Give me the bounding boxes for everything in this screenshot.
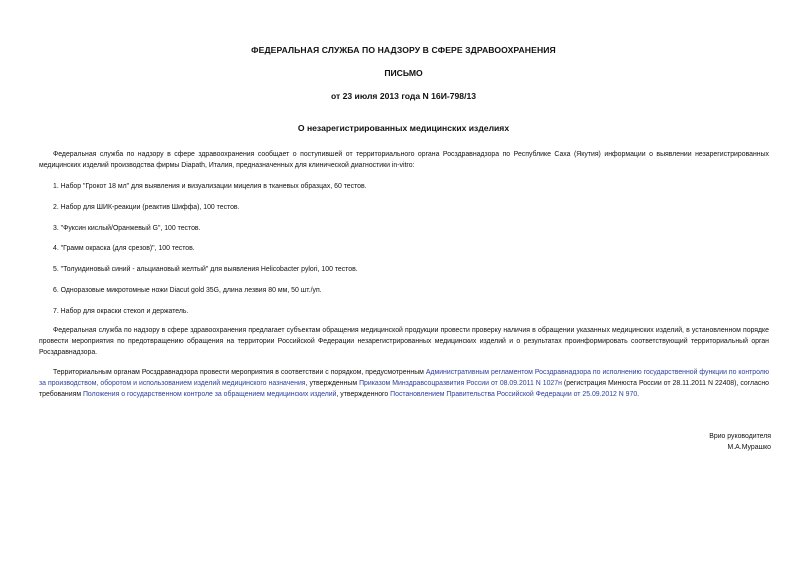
signatory-name: М.А.Мурашко bbox=[727, 443, 771, 451]
signatory-position: Врио руководителя bbox=[709, 433, 771, 440]
document-type: ПИСЬМО bbox=[384, 68, 423, 78]
list-item: 6. Одноразовые микротомные ножи Diacut gold 35G, длина лезвия 80 мм, 50 шт./уп. bbox=[53, 287, 322, 294]
intro-paragraph: Федеральная служба по надзору в сфере здравоохранения сообщает о поступившей от территориального органа Росздравнадзора по Республике Саха (Якутия) информации о выявлении незарегистрированных медицинских изделий производства фирмы Diapath, Италия, предназначенных для клинической диагностики in-vitro: bbox=[39, 151, 769, 169]
instruction-text: Территориальным органам Росздравнадзора провести мероприятия в соответствии с порядком, предусмотренным bbox=[53, 369, 426, 376]
list-item: 1. Набор "Грокот 18 мл" для выявления и визуализации мицелия в тканевых образцах, 60 тестов. bbox=[53, 183, 367, 190]
resolution-link[interactable]: Постановлением Правительства Российской Федерации от 25.09.2012 N 970 bbox=[390, 390, 638, 398]
list-item: 3. "Фуксин кислый/Оранжевый G", 100 тестов. bbox=[53, 225, 201, 232]
proposal-paragraph: Федеральная служба по надзору в сфере здравоохранения предлагает субъектам обращения медицинской продукции провести проверку наличия в обращении указанных медицинских изделий, в установленном порядке провести мероприятия по предотвращению обращения на территории Российской Федерации незарегистрированных медицинских изделий и о результатах проинформировать соответствующий территориальный орган Росздравнадзора. bbox=[39, 327, 769, 356]
instruction-paragraph bbox=[39, 368, 769, 400]
list-item: 5. "Толуидиновый синий - альциановый желтый" для выявления Helicobacter pylori, 100 тестов. bbox=[53, 266, 358, 273]
signature-block bbox=[709, 432, 771, 453]
instruction-text: , утвержденным bbox=[305, 379, 360, 387]
list-item: 7. Набор для окраски стекол и держатель. bbox=[53, 308, 189, 315]
document-subject: О незарегистрированных медицинских изделиях bbox=[297, 123, 510, 133]
instruction-text: . bbox=[637, 390, 640, 398]
agency-heading: ФЕДЕРАЛЬНАЯ СЛУЖБА ПО НАДЗОРУ В СФЕРЕ ЗДРАВООХРАНЕНИЯ bbox=[251, 45, 556, 55]
instruction-text: , утвержденного bbox=[336, 390, 391, 398]
document-date-number: от 23 июля 2013 года N 16И-798/13 bbox=[330, 91, 477, 101]
provision-link[interactable]: Положения о государственном контроле за обращением медицинских изделий bbox=[82, 390, 337, 398]
instruction-text: (регистрация Минюста России от 28.11.2011 N 22408), согласно требованиям bbox=[39, 379, 769, 398]
regulation-link[interactable]: Административным регламентом Росздравнадзора по исполнению государственной функции по контролю за производством, оборотом и использованием изделий медицинского назначения bbox=[39, 369, 769, 387]
order-link[interactable]: Приказом Минздравсоцразвития России от 08.09.2011 N 1027н bbox=[359, 379, 562, 387]
list-item: 2. Набор для ШИК-реакции (реактив Шиффа), 100 тестов. bbox=[53, 204, 240, 211]
list-item: 4. "Грамм окраска (для срезов)", 100 тестов. bbox=[53, 245, 195, 252]
